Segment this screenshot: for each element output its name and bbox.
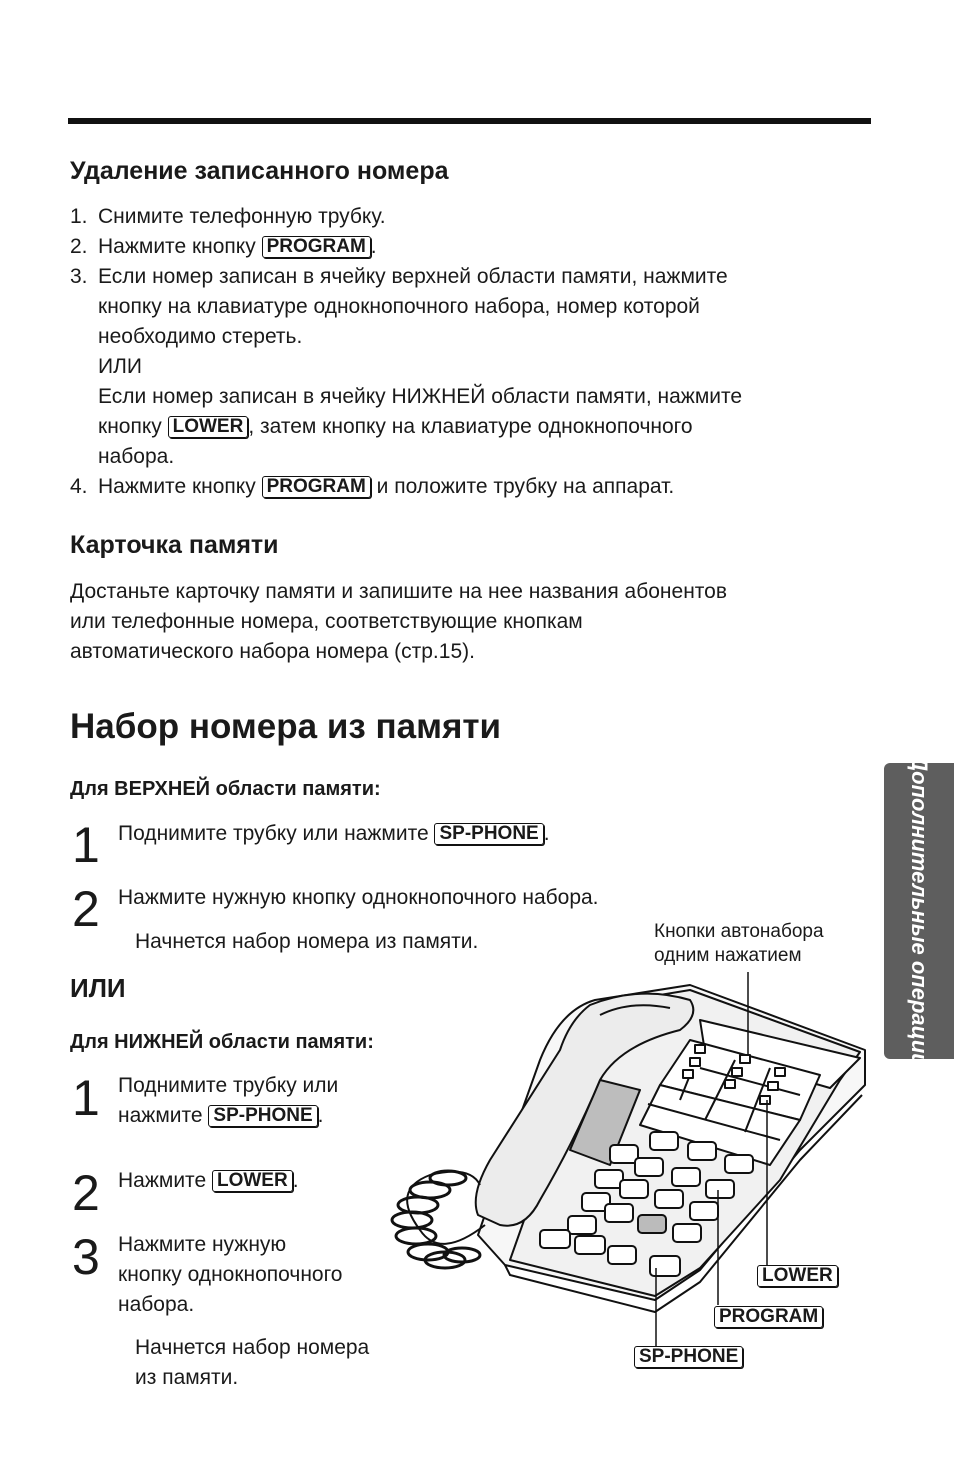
step-item: 4. Нажмите кнопку PROGRAM и положите трубку на аппарат.	[70, 475, 675, 498]
step-number: 2	[72, 881, 100, 937]
or-label: ИЛИ	[70, 973, 126, 1003]
callout-program: PROGRAM	[714, 1306, 823, 1328]
program-key: PROGRAM	[262, 476, 371, 498]
callout-lower: LOWER	[757, 1265, 838, 1287]
step-number: 2	[72, 1165, 100, 1221]
section-title-memory-card: Карточка памяти	[70, 531, 279, 559]
lower-key: LOWER	[168, 416, 249, 438]
step-item: 1. Снимите телефонную трубку.	[70, 205, 386, 228]
callout-sp-phone: SP-PHONE	[634, 1346, 743, 1368]
lower-memory-heading: Для НИЖНЕЙ области памяти:	[70, 1031, 374, 1053]
step-number: 3	[72, 1229, 100, 1285]
lower-step3-text: Нажмите нужную кнопку однокнопочного набора.	[118, 1233, 343, 1316]
step-item: 2. Нажмите кнопку PROGRAM .	[70, 235, 377, 258]
step-number: 1	[72, 1070, 100, 1126]
upper-step2-note: Начнется набор номера из памяти.	[135, 930, 479, 953]
upper-step1-text: Поднимите трубку или нажмите SP-PHONE .	[118, 822, 550, 845]
callout-autodial-buttons: Кнопки автонабора одним нажатием	[654, 921, 824, 966]
lower-step1-text: Поднимите трубку или нажмите SP-PHONE .	[118, 1074, 339, 1127]
memory-card-text: Достаньте карточку памяти и запишите на нее названия абонентов или телефонные номера, соответствующие кнопкам автоматического набора номера (стр.15).	[70, 580, 728, 663]
step-number: 1	[72, 817, 100, 873]
lower-key: LOWER	[212, 1170, 293, 1192]
section-title-dial-from-memory: Набор номера из памяти	[70, 707, 502, 746]
sp-phone-key: SP-PHONE	[208, 1105, 317, 1127]
lower-step2-text: Нажмите LOWER .	[118, 1169, 299, 1192]
side-tab: Дополнительные операции	[884, 763, 954, 1059]
lower-step3-note: Начнется набор номера из памяти.	[135, 1336, 370, 1389]
upper-step2-text: Нажмите нужную кнопку однокнопочного набора.	[118, 886, 599, 909]
step-item: 3. Если номер записан в ячейку верхней области памяти, нажмите кнопку на клавиатуре однокнопочного набора, номер которой необходимо стереть. ИЛИ Если номер записан в ячейку НИЖНЕЙ области памяти, нажмите кнопку LOWER , затем кнопку на клавиатуре однокнопочного набора.	[70, 265, 743, 468]
section-title-delete-number: Удаление записанного номера	[70, 157, 449, 185]
sp-phone-key: SP-PHONE	[434, 823, 543, 845]
upper-memory-heading: Для ВЕРХНЕЙ области памяти:	[70, 778, 381, 800]
program-key: PROGRAM	[262, 236, 371, 258]
